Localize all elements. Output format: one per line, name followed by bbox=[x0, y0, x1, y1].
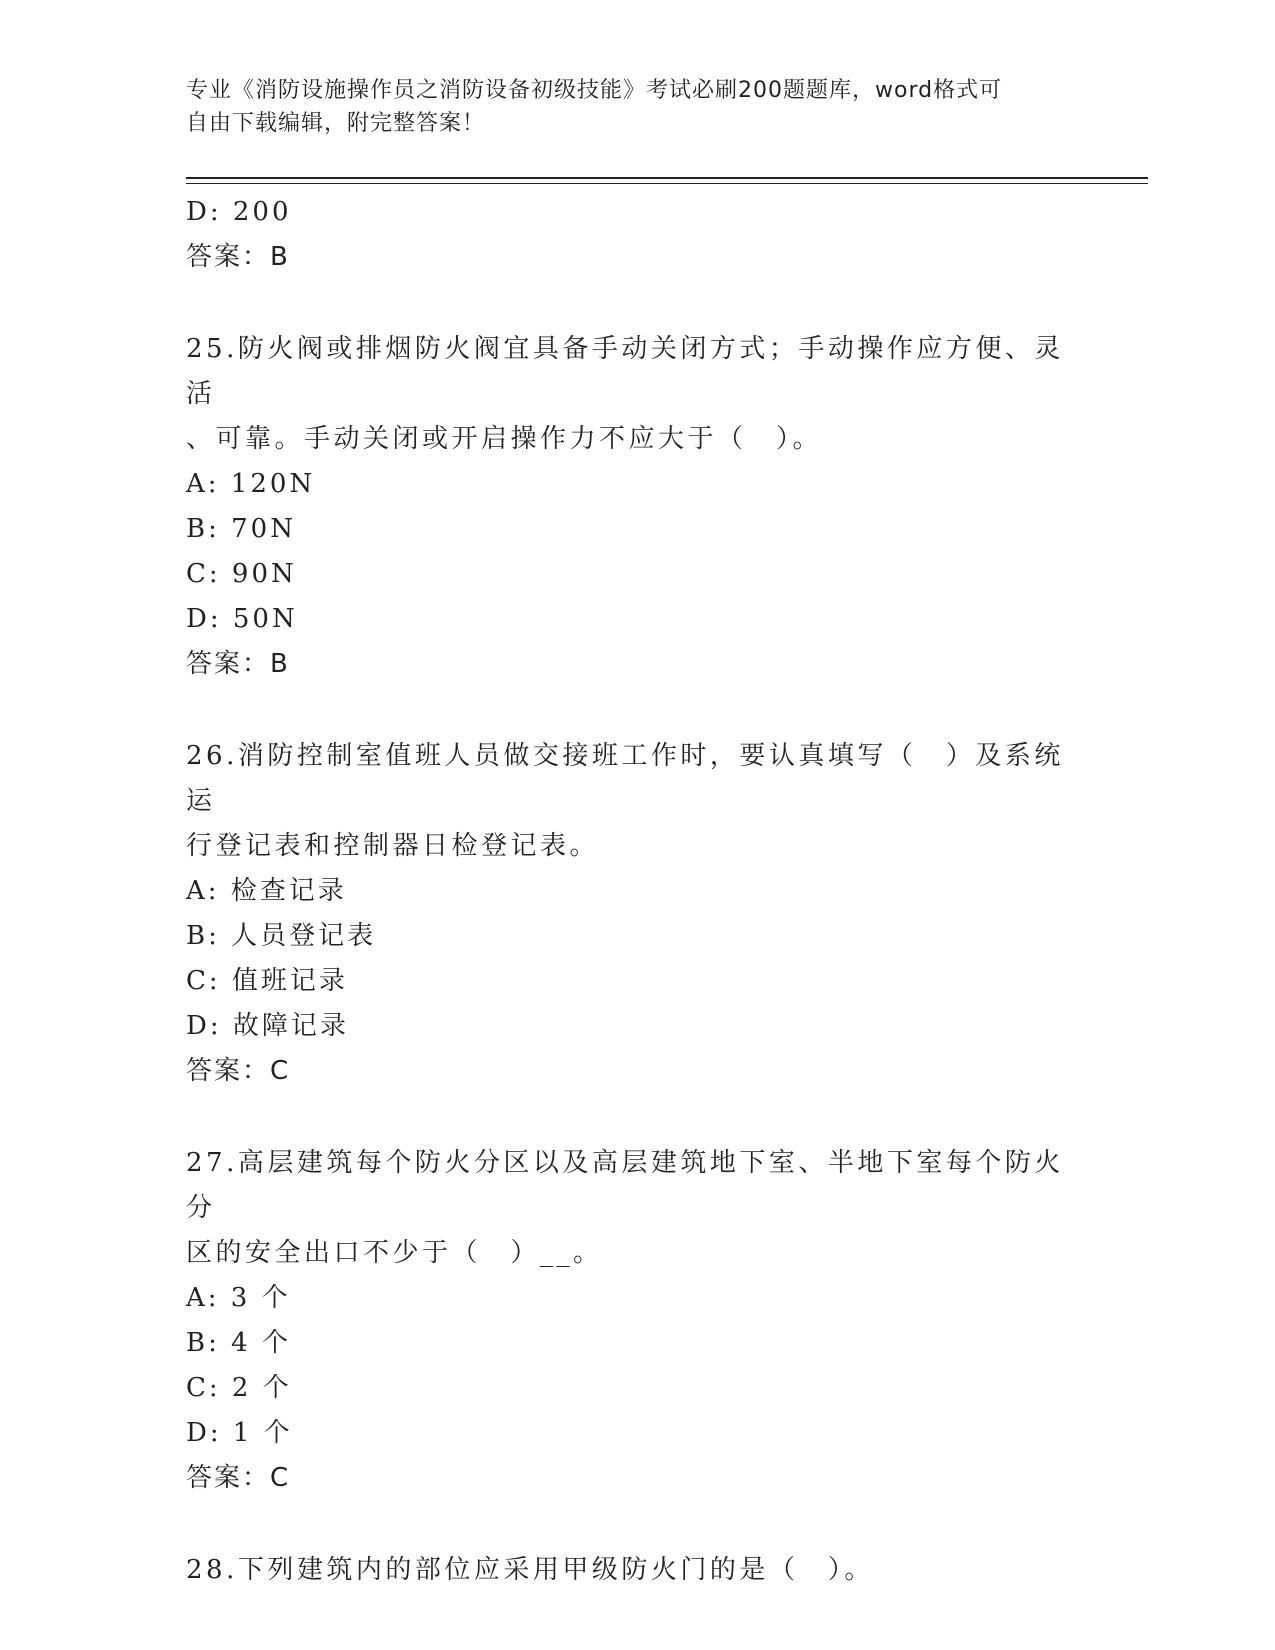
question-26 bbox=[186, 734, 1086, 1094]
question-25 bbox=[186, 327, 1086, 687]
option-b: B: 4 个 bbox=[186, 1328, 291, 1358]
header-divider-thick bbox=[186, 177, 1148, 179]
question-text-line-2: 行登记表和控制器日检登记表。 bbox=[186, 831, 600, 861]
question-content bbox=[186, 190, 1086, 1593]
header-line-2: 自由下载编辑，附完整答案！ bbox=[186, 111, 486, 136]
option-b: B: 人员登记表 bbox=[186, 921, 377, 951]
question-text-line-1: 28.下列建筑内的部位应采用甲级防火门的是（ ）。 bbox=[186, 1555, 874, 1585]
option-a: A: 检查记录 bbox=[186, 876, 347, 906]
question-text-line-1: 26.消防控制室值班人员做交接班工作时，要认真填写（ ）及系统运 bbox=[186, 741, 1064, 816]
question-28 bbox=[186, 1548, 1086, 1593]
option-d: D: 1 个 bbox=[186, 1418, 293, 1448]
option-a: A: 120N bbox=[186, 469, 316, 499]
option-c: C: 90N bbox=[186, 559, 297, 589]
option-c: C: 2 个 bbox=[186, 1373, 292, 1403]
answer: 答案：C bbox=[186, 1056, 291, 1086]
option-a: A: 3 个 bbox=[186, 1283, 291, 1313]
header-divider-thin bbox=[186, 183, 1148, 184]
question-text-line-1: 27.高层建筑每个防火分区以及高层建筑地下室、半地下室每个防火分 bbox=[186, 1148, 1064, 1223]
option-d: D: 50N bbox=[186, 604, 298, 634]
option-c: C: 值班记录 bbox=[186, 966, 348, 996]
document-header bbox=[186, 74, 1066, 140]
option-d: D: 故障记录 bbox=[186, 1011, 349, 1041]
prev-answer: 答案：B bbox=[186, 242, 290, 272]
option-b: B: 70N bbox=[186, 514, 296, 544]
answer: 答案：C bbox=[186, 1463, 291, 1493]
answer: 答案：B bbox=[186, 649, 290, 679]
prev-option-d: D: 200 bbox=[186, 197, 292, 227]
question-text-line-2: 区的安全出口不少于（ ）__。 bbox=[186, 1238, 603, 1268]
header-line-1: 专业《消防设施操作员之消防设备初级技能》考试必刷200题题库，word格式可 bbox=[186, 78, 1003, 103]
question-text-line-1: 25.防火阀或排烟防火阀宜具备手动关闭方式；手动操作应方便、灵活 bbox=[186, 334, 1064, 409]
question-27 bbox=[186, 1141, 1086, 1501]
question-text-line-2: 、可靠。手动关闭或开启操作力不应大于（ ）。 bbox=[186, 424, 823, 454]
